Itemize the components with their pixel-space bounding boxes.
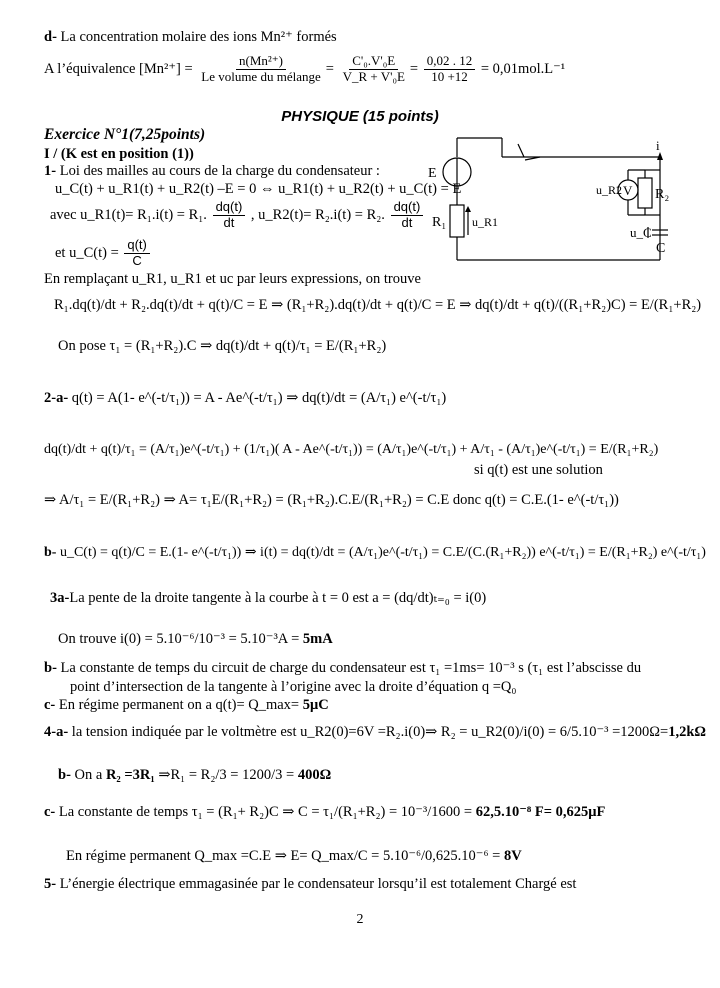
q1-heading — [44, 163, 380, 180]
label-ur2: u_R2 — [596, 183, 623, 197]
q1-pose: On pose τ₁ = (R₁+R₂).C ⇒ dq(t)/dt + q(t)/τ₁ = E/(R₁+R₂) — [58, 338, 387, 354]
label-r1: R₁ — [432, 215, 447, 230]
resistor-r2 — [638, 178, 652, 208]
label-e: E — [428, 166, 437, 181]
q5: 5- L’énergie électrique emmagasinée par le condensateur lorsqu’il est totalement Chargé est — [44, 876, 577, 892]
label-i: i — [656, 138, 660, 153]
q2-deduce: ⇒ A/τ₁ = E/(R₁+R₂) ⇒ A= τ₁E/(R₁+R₂) = (R₁+R₂).C.E/(R₁+R₂) = C.E donc q(t) = C.E.(1- e^(-t/τ₁)) — [44, 492, 619, 508]
q1-avec: avec u_R1(t)= R₁.i(t) = R₁. $\frac{dq(t)}{dt}$ , u_R2(t)= R₂.i(t) = R₂. $\frac{dq(t)}{dt}$ — [50, 200, 425, 231]
label-ur1: u_R1 — [472, 215, 499, 229]
q2-solution-note: si q(t) est une solution — [474, 462, 603, 478]
part-d-text: La concentration molaire des ions Mn²⁺ formés — [60, 29, 337, 45]
q1-text: Loi des mailles au cours de la charge du condensateur : — [59, 163, 380, 179]
eq-result: = 0,01mol.L⁻¹ — [480, 60, 566, 77]
q4c: c- La constante de temps τ₁ = (R₁+ R₂)C ⇒ C = τ₁/(R₁+R₂) = 10⁻³/1600 = 62,5.10⁻⁸ F= 0,625μF — [44, 804, 606, 820]
label-r2: R₂ — [655, 187, 670, 202]
q3-trouve: On trouve i(0) = 5.10⁻⁶/10⁻³ = 5.10⁻³A = 5mA — [58, 631, 333, 647]
q4-regime: En régime permanent Q_max =C.E ⇒ E= Q_max/C = 5.10⁻⁶/0,625.10⁻⁶ = 8V — [66, 848, 522, 864]
fraction-2: $\frac{\text{C'₀.V'₀E}}{\text{V\_R + V'₀E}}$ — [342, 53, 405, 84]
page-number: 2 — [356, 912, 364, 927]
fraction-1: $\frac{\text{n(Mn²⁺)}}{\text{Le volume du mélange}}$ — [201, 53, 321, 84]
q1-etuc: et u_C(t) = $\frac{q(t)}{C}$ — [55, 238, 152, 269]
label-c: C — [656, 241, 666, 256]
label-uc: u_C — [630, 225, 652, 240]
q3a: 3a-La pente de la droite tangente à la courbe à t = 0 est a = (dq/dt)ₜ₌₀ = i(0) — [50, 590, 487, 606]
q4a: 4-a- la tension indiquée par le voltmètre est u_R2(0)=6V =R₂.i(0)⇒ R₂ = u_R2(0)/i(0) = 6/5.10⁻³ =1200Ω=1,2kΩ — [44, 724, 707, 740]
label-v: V — [623, 183, 633, 198]
q1-remplacant: En remplaçant u_R1, u_R1 et uc par leurs expressions, on trouve — [44, 271, 421, 287]
q2b: b- u_C(t) = q(t)/C = E.(1- e^(-t/τ₁)) ⇒ i(t) = dq(t)/dt = (A/τ₁)e^(-t/τ₁) = C.E/(C.(R₁+R₂)) e^(-t/τ₁) = E/(R₁+R₂) e^(-t/τ₁) — [44, 545, 706, 560]
part1-title: I / (K est en position (1)) — [44, 146, 194, 162]
q1-line2: u_C(t) + u_R1(t) + u_R2(t) –E = 0 ⇔ u_R1(t) + u_R2(t) + u_C(t) = E — [55, 181, 462, 197]
q3b: b- La constante de temps du circuit de charge du condensateur est τ₁ =1ms= 10⁻³ s (τ₁ est l’abscisse du — [44, 660, 642, 676]
part-d-label: d- — [44, 29, 57, 45]
fraction-3: $\frac{0,02 . 12}{10 +12}$ — [424, 54, 476, 85]
q2-verify: dq(t)/dt + q(t)/τ₁ = (A/τ₁)e^(-t/τ₁) + (1/τ₁)( A - Ae^(-t/τ₁)) = (A/τ₁)e^(-t/τ₁) + A/τ₁ - (A/τ₁)e^(-t/τ₁) = E/(R₁+R₂) — [44, 442, 659, 457]
physique-title: PHYSIQUE (15 points) — [281, 108, 439, 125]
part-d-equation: A l’équivalence [Mn²⁺] = $\frac{\text{n(Mn²⁺)}}{\text{Le volume du mélange}}$ = $\frac{\text{C'₀.V'₀E}}{\text{V\_R + V'₀E}}$ = $\frac{0,02 . 12}{10 +12}$ = 0,01mol.L⁻¹ — [44, 53, 566, 84]
eq-prefix: A l’équivalence — [44, 60, 136, 77]
q1-eq-line: R₁.dq(t)/dt + R₂.dq(t)/dt + q(t)/C = E ⇒ (R₁+R₂).dq(t)/dt + q(t)/C = E ⇒ dq(t)/dt + q(t)/((R₁+R₂)C) = E/(R₁+R₂) — [54, 297, 702, 313]
eq-lhs: [Mn²⁺] = — [139, 60, 193, 77]
q3c: c- En régime permanent on a q(t)= Q_max= 5μC — [44, 697, 329, 713]
part-d-heading — [44, 29, 337, 46]
q1-label: 1- — [44, 163, 57, 179]
resistor-r1 — [450, 205, 464, 237]
q4b: b- On a R₂ =3R₁ ⇒R₁ = R₂/3 = 1200/3 = 400Ω — [58, 767, 332, 783]
q2a: 2-a- q(t) = A(1- e^(-t/τ₁)) = A - Ae^(-t/τ₁) ⇒ dq(t)/dt = (A/τ₁) e^(-t/τ₁) — [44, 390, 447, 406]
exercice-title: Exercice N°1(7,25points) — [44, 126, 206, 143]
q3b-line2: point d’intersection de la tangente à l’origine avec la droite d’équation q =Q₀ — [70, 679, 517, 695]
switch-k — [518, 144, 524, 157]
